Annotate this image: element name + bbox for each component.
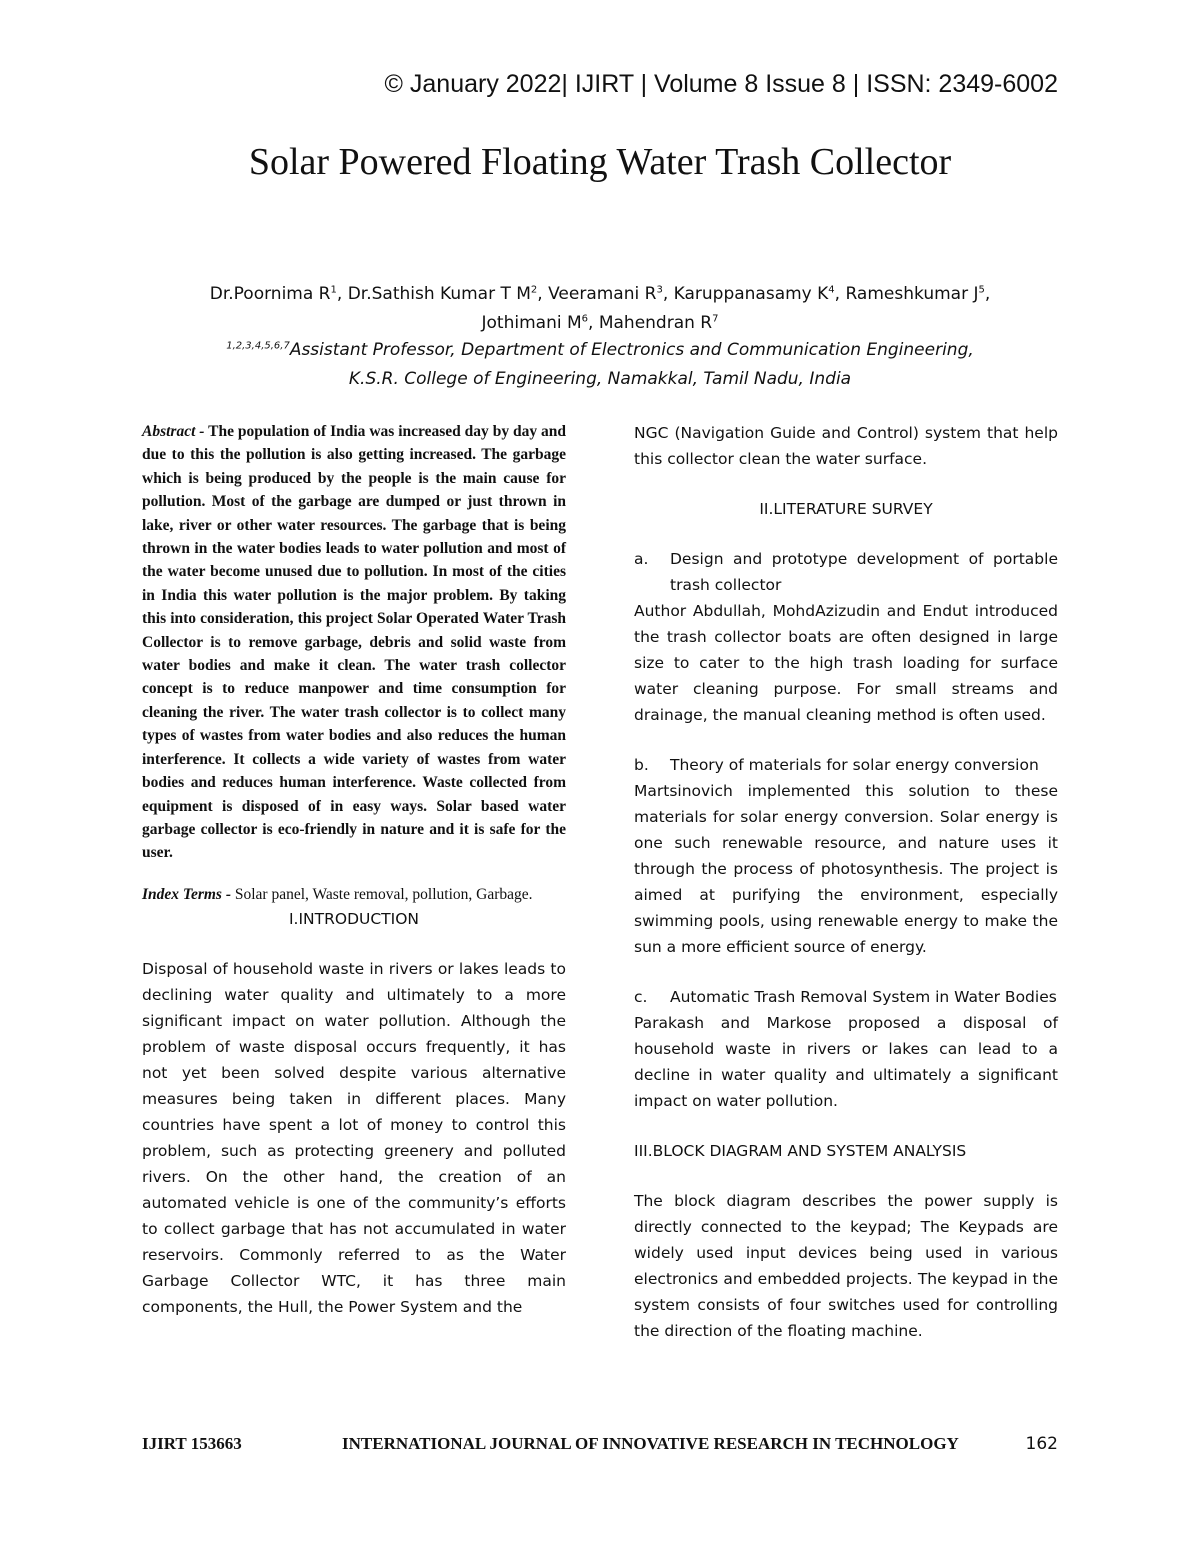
affiliation-line-2: K.S.R. College of Engineering, Namakkal, Tamil Nadu, India bbox=[348, 369, 852, 389]
affiliation-line-1: Assistant Professor, Department of Electronics and Communication Engineering, bbox=[289, 340, 974, 360]
author-name: Jothimani M bbox=[481, 313, 582, 333]
block-diagram-text: The block diagram describes the power supply is directly connected to the keypad; The Keypads are widely used input devices being used in various electronics and embedded projects. The keypad in the system consists of four switches used for controlling the direction of the floating machine. bbox=[634, 1192, 1058, 1340]
author-sup: 7 bbox=[712, 313, 719, 325]
author-name: Dr.Poornima R bbox=[209, 284, 331, 304]
abstract-text: The population of India was increased day by day and due to this the pollution is also getting increased. The garbage which is being produced by the people is the main cause for pollution. Most of the garbage are dumped or just thrown in lake, river or other water resources. The garbage that is being thrown in the water bodies leads to water pollution and most of the water become unused due to pollution. In most of the cities in India this water pollution is the major problem. By taking this into consideration, this project Solar Operated Water Trash Collector is to remove garbage, debris and solid waste from water bodies and make it clean. The water trash collector concept is to reduce manpower and time consumption for cleaning the river. The water trash collector is to collect many types of wastes from water bodies and also reduces the human interference. It collects a wide variety of wastes from water bodies and reduces human interference. Waste collected from equipment is disposed of in easy ways. Solar based water garbage collector is eco-friendly in nature and it is safe for the user. bbox=[142, 423, 566, 862]
item-letter: a. bbox=[634, 550, 649, 568]
author-sup: 5 bbox=[978, 284, 985, 296]
affiliation-sup: 1,2,3,4,5,6,7 bbox=[226, 340, 290, 352]
continuation-text: NGC (Navigation Guide and Control) system that help this collector clean the water surface. bbox=[634, 424, 1058, 468]
author-list: Dr.Poornima $R^1$, Dr.Sathish Kumar T $M^2$, Veeramani $R^3$, Karuppanasamy $K^4$, Rameshkumar $J^5$, Jothimani $M^6$, Mahendran $R^7$ bbox=[209, 284, 991, 333]
item-letter: c. bbox=[634, 988, 648, 1006]
author-name: Rameshkumar J bbox=[845, 284, 979, 304]
item-title: Design and prototype development of portable trash collector bbox=[670, 550, 1058, 594]
abstract bbox=[142, 420, 566, 865]
author-name: Dr.Sathish Kumar T M bbox=[347, 284, 531, 304]
author-sup: 4 bbox=[828, 284, 835, 296]
literature-item-a-title bbox=[634, 546, 1058, 598]
item-title: Automatic Trash Removal System in Water Bodies bbox=[670, 988, 1057, 1006]
index-terms bbox=[142, 883, 566, 906]
footer-page-number: 162 bbox=[1025, 1434, 1058, 1454]
section-heading-introduction: I.INTRODUCTION bbox=[288, 910, 420, 929]
index-terms-text: Solar panel, Waste removal, pollution, Garbage. bbox=[234, 885, 533, 903]
author-name: Mahendran R bbox=[598, 313, 713, 333]
affiliation bbox=[130, 336, 1070, 394]
literature-item-c-text: Parakash and Markose proposed a disposal of household waste in rivers or lakes can lead to a decline in water quality and ultimately a significant impact on water pollution. bbox=[634, 1014, 1058, 1110]
author-sup: 2 bbox=[530, 284, 538, 296]
literature-item-b-title bbox=[634, 752, 1058, 778]
footer-paper-id: IJIRT 153663 bbox=[142, 1434, 242, 1453]
paper-title: Solar Powered Floating Water Trash Collector bbox=[248, 141, 952, 183]
section-heading-literature-survey: II.LITERATURE SURVEY bbox=[759, 500, 933, 518]
author-name: Veeramani R bbox=[548, 284, 657, 304]
index-terms-label: Index Terms - bbox=[142, 885, 231, 903]
journal-citation: © January 2022| IJIRT | Volume 8 Issue 8 | ISSN: 2349-6002 bbox=[384, 70, 1058, 98]
author-sup: 3 bbox=[656, 284, 663, 296]
item-letter: b. bbox=[634, 756, 649, 774]
left-column bbox=[142, 420, 566, 1320]
literature-item-a-text: Author Abdullah, MohdAzizudin and Endut introduced the trash collector boats are often designed in large size to cater to the high trash loading for surface water cleaning purpose. For small streams and drainage, the manual cleaning method is often used. bbox=[634, 602, 1058, 724]
footer-journal-name: INTERNATIONAL JOURNAL OF INNOVATIVE RESEARCH IN TECHNOLOGY bbox=[342, 1434, 959, 1453]
author-name: Karuppanasamy K bbox=[673, 284, 829, 304]
right-column bbox=[634, 420, 1058, 1344]
item-title: Theory of materials for solar energy conversion bbox=[670, 756, 1039, 774]
author-sup: 1 bbox=[330, 284, 337, 296]
author-sup: 6 bbox=[581, 313, 589, 325]
abstract-label: Abstract - bbox=[142, 423, 205, 440]
section-heading-block-diagram: III.BLOCK DIAGRAM AND SYSTEM ANALYSIS bbox=[634, 1142, 967, 1160]
introduction-text: Disposal of household waste in rivers or lakes leads to declining water quality and ultimately to a more significant impact on water pollution. Although the problem of waste disposal occurs frequently, it has not yet been solved despite various alternative measures being taken in different places. Many countries have spent a lot of money to control this problem, such as protecting greenery and polluted rivers. On the other hand, the creation of an automated vehicle is one of the community’s efforts to collect garbage that has not accumulated in water reservoirs. Commonly referred to as the Water Garbage Collector WTC, it has three main components, the Hull, the Power System and the bbox=[142, 960, 566, 1317]
literature-item-c-title bbox=[634, 984, 1058, 1010]
literature-item-b-text: Martsinovich implemented this solution to these materials for solar energy conversion. Solar energy is one such renewable resource, and nature uses it through the process of photosynthesis. The project is aimed at purifying the environment, especially swimming pools, using renewable energy to make the sun a more efficient source of energy. bbox=[634, 782, 1058, 956]
